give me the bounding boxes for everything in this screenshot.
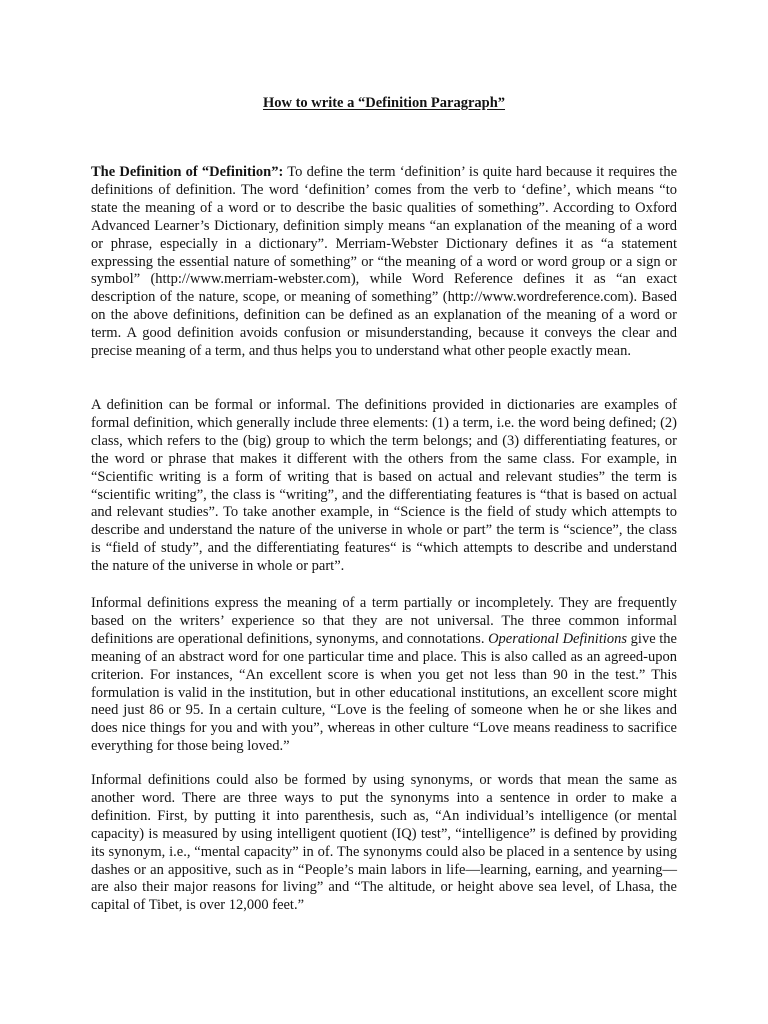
italic-term: Operational Definitions	[488, 630, 628, 647]
paragraph-informal-definitions	[91, 595, 677, 756]
paragraph-body-start: Informal definitions express the meaning of a term partially or incompletely. They are frequently based on the writers’ experience so that they are not universal. The three common informal definitions are operational definitions, synonyms, and connotations.	[91, 595, 677, 647]
paragraph-formal-informal	[91, 397, 677, 576]
paragraph-body: To define the term ‘definition’ is quite hard because it requires the definitions of definition. The word ‘definition’ comes from the verb to ‘define’, which means “to state the meaning of a word or to describe the basic qualities of something”. According to Oxford Advanced Learner’s Dictionary, definition simply means “an explanation of the meaning of a word or phrase, especially in a dictionary”. Merriam-Webster Dictionary defines it as “a statement expressing the essential nature of something” or “the meaning of a word or word group or a sign or symbol” (http://www.merriam-webster.com), while Word Reference defines it as “an exact description of the nature, scope, or meaning of something” (http://www.wordreference.com). Based on the above definitions, definition can be defined as an explanation of the meaning of a word or term. A good definition avoids confusion or misunderstanding, because it conveys the clear and precise meaning of a term, and thus helps you to understand what other people exactly mean.	[91, 164, 678, 360]
paragraph-lead-heading: The Definition of “Definition”:	[91, 164, 284, 180]
document-title: How to write a “Definition Paragraph”	[262, 95, 506, 111]
paragraph-synonyms	[91, 772, 677, 915]
paragraph-body: Informal definitions could also be formed by using synonyms, or words that mean the same as another word. There are three ways to put the synonyms into a sentence in order to make a definition. First, by putting it into parenthesis, such as, “An individual’s intelligence (or mental capacity) is measured by using intelligent quotient (IQ) test”, “intelligence” is defined by providing its synonym, i.e., “mental capacity” in of. The synonyms could also be placed in a sentence by using dashes or an appositive, such as in “People’s main labors in life—learning, earning, and yearning—are also their major reasons for living” and “The altitude, or height above sea level, of Lhasa, the capital of Tibet, is over 12,000 feet.”	[91, 772, 677, 914]
paragraph-body: A definition can be formal or informal. The definitions provided in dictionaries are examples of formal definition, which generally include three elements: (1) a term, i.e. the word being defined; (2) class, which refers to the (big) group to which the term belongs; and (3) differentiating features, or the word or phrase that makes it different with the others from the same class. For example, in “Scientific writing is a form of writing that is based on actual and relevant studies” the term is “scientific writing”, the class is “writing”, and the differentiating features is “that is based on actual and relevant studies”. To take another example, in “Science is the field of study which attempts to describe and understand the nature of the universe in whole or part” the term is “science”, the class is “field of study”, and the differentiating features“ is “which attempts to describe and understand the nature of the universe in whole or part”.	[91, 397, 677, 575]
paragraph-definition-of-definition	[91, 164, 677, 361]
paragraph-body-end: give the meaning of an abstract word for one particular time and place. This is also called as an agreed-upon criterion. For instances, “An excellent score is when you get not less than 90 in the test.” This formulation is valid in the institution, but in other educational institutions, an excellent score might need just 86 or 95. In a certain culture, “Love is the feeling of someone when he or she likes and does nice things for you and with you”, whereas in other culture “Love means readiness to sacrifice everything for those being loved.”	[91, 630, 677, 755]
